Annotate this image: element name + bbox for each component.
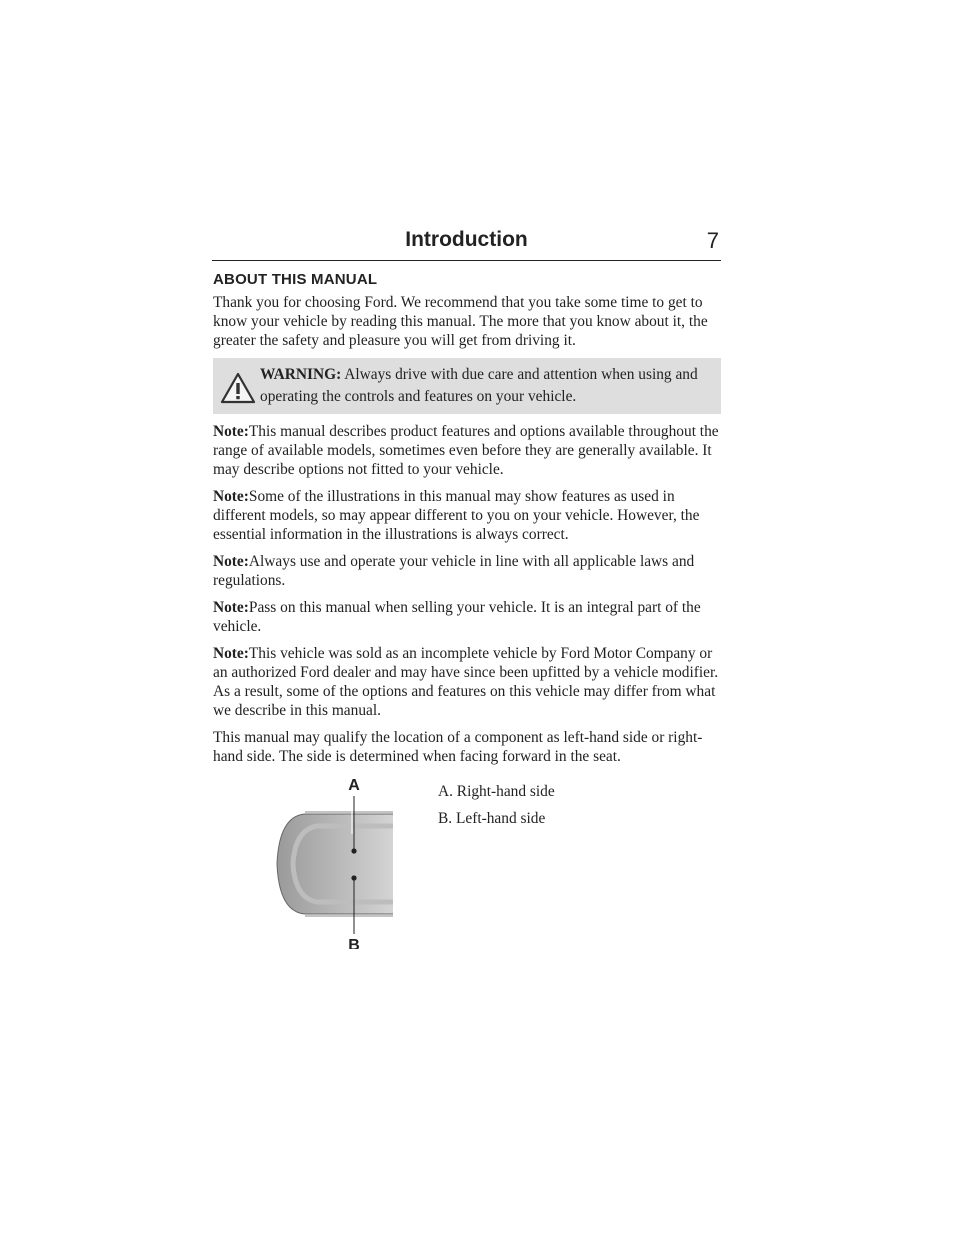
- callout-a-label: A: [348, 777, 360, 794]
- car-top-view-illustration: [265, 774, 395, 949]
- page-content: [213, 270, 721, 954]
- note-label: Note:: [213, 553, 249, 570]
- note-text: This vehicle was sold as an incomplete vehicle by Ford Motor Company or an authorized Ford dealer and may have since been upfitted by a vehicle modifier. As a result, some of the options and features on this vehicle may differ from what we describe in this manual.: [213, 645, 719, 719]
- intro-paragraph: Thank you for choosing Ford. We recommend that you take some time to get to know your vehicle by reading this manual. The more that you know about it, the greater the safety and pleasure you will get from driving it.: [213, 294, 708, 349]
- warning-text: Always drive with due care and attention when using and operating the controls and features on your vehicle.: [260, 366, 698, 405]
- figure-legend: [438, 782, 718, 836]
- note-text: Some of the illustrations in this manual may show features as used in different models, so may appear different to you on your vehicle. However, the essential information in the illustrations is always correct.: [213, 488, 700, 543]
- warning-triangle-icon: [220, 372, 256, 404]
- callout-b-label: B: [348, 937, 360, 949]
- note-paragraph: [213, 644, 721, 720]
- note-label: Note:: [213, 645, 249, 662]
- note-text: This manual describes product features and options available throughout the range of available models, sometimes even before they are generally available. It may describe options not fitted to your vehicle.: [213, 423, 719, 478]
- side-paragraph: This manual may qualify the location of a component as left-hand side or right-hand side. The side is determined when facing forward in the seat.: [213, 729, 703, 765]
- legend-item-left-hand-side: B. Left-hand side: [438, 810, 546, 827]
- note-text: Always use and operate your vehicle in line with all applicable laws and regulations.: [213, 553, 695, 589]
- legend-item-right-hand-side: A. Right-hand side: [438, 783, 555, 800]
- side-figure: [213, 774, 721, 954]
- warning-label: WARNING:: [260, 366, 342, 383]
- note-label: Note:: [213, 488, 249, 505]
- note-paragraph: [213, 598, 721, 636]
- chapter-title: Introduction: [405, 228, 528, 251]
- page-number: 7: [706, 228, 719, 253]
- note-paragraph: [213, 552, 721, 590]
- note-paragraph: [213, 487, 721, 544]
- note-paragraph: [213, 422, 721, 479]
- note-label: Note:: [213, 599, 249, 616]
- note-label: Note:: [213, 423, 249, 440]
- section-title: ABOUT THIS MANUAL: [213, 271, 378, 288]
- page-header: [212, 228, 721, 261]
- warning-box: [213, 358, 721, 414]
- note-text: Pass on this manual when selling your vehicle. It is an integral part of the vehicle.: [213, 599, 701, 635]
